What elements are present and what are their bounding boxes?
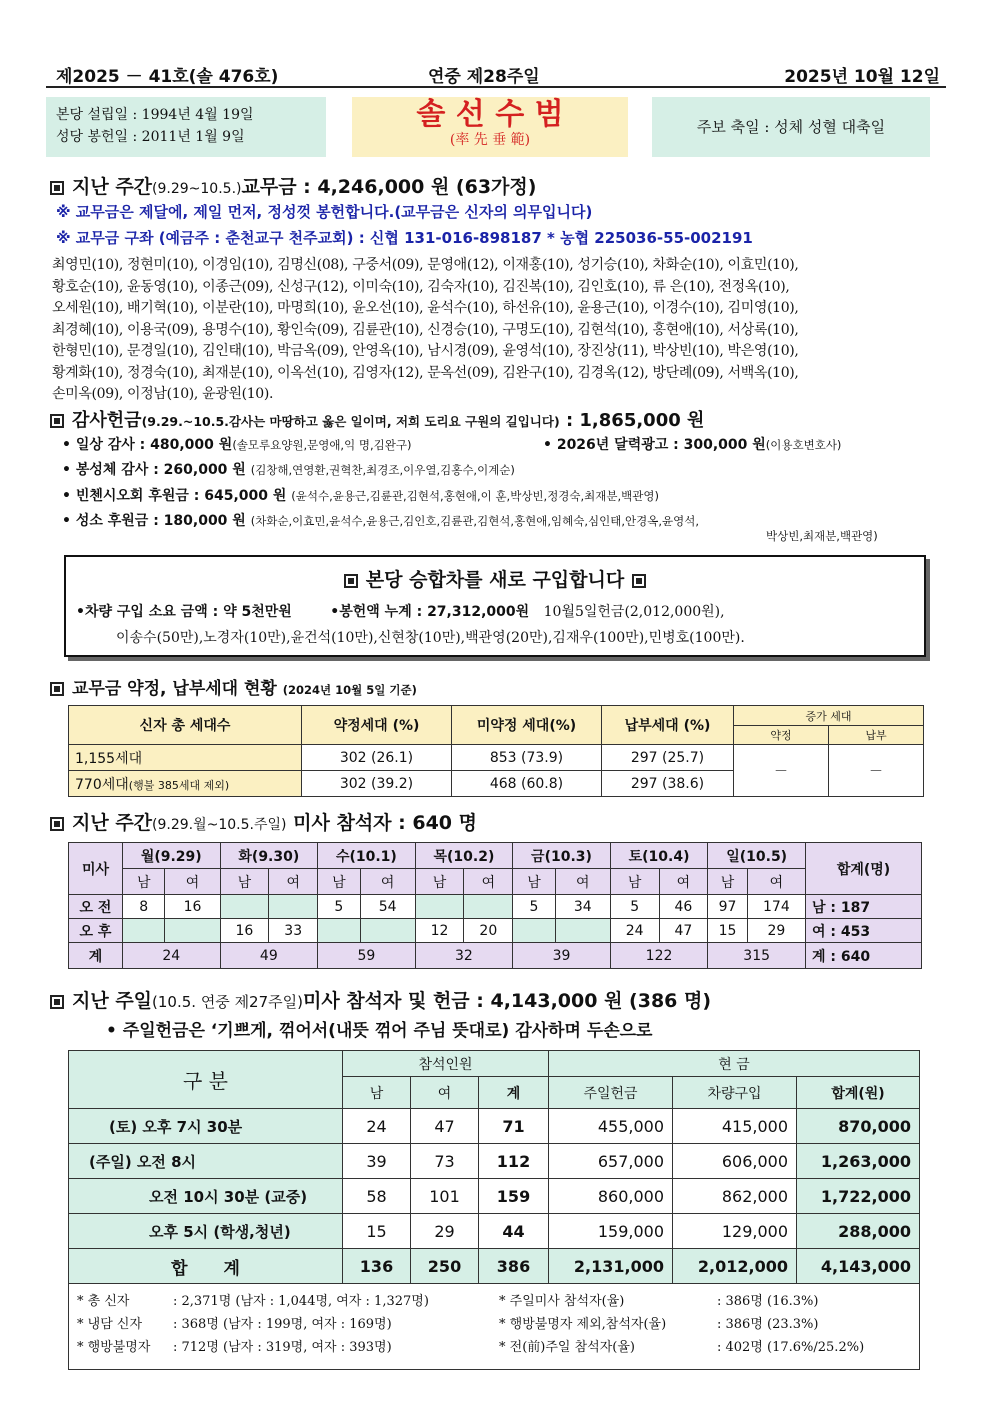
bulletin-header [46, 60, 946, 88]
section-bullet-icon [50, 181, 64, 195]
list-item: 최경혜(10), 이용국(09), 용명수(10), 황인숙(09), 김륜관(10), 신경승(10), 구명도(10), 김현석(10), 홍현애(10), 서상록(10), [52, 321, 799, 338]
list-item: 황계화(10), 정경숙(10), 최재분(10), 이옥선(10), 김영자(12), 문옥선(09), 김완구(10), 김경옥(12), 방단례(09), 서백옥(10), [52, 364, 799, 381]
table-row: 1,155세대 302 (26.1) 853 (73.9) 297 (25.7) － － [69, 745, 924, 771]
section-bullet-icon [50, 682, 64, 696]
patron-feast-box: 주보 축일 : 성체 성혈 대축일 [652, 97, 930, 157]
parish-info-box [46, 97, 326, 157]
motto-box [352, 97, 628, 157]
dedicated-date: 성당 봉헌일 : 2011년 1월 9일 [56, 129, 245, 145]
thanks-item-vincent: • 빈첸시오회 후원금 : 645,000 원 (윤석수,윤용근,김륜관,김현석,홍현애,이 훈,박상빈,정경숙,최재분,백관영) [62, 488, 659, 504]
issue-number: 제2025 － 41호(솔 476호) [56, 67, 279, 87]
list-item: 한형민(10), 문경일(10), 김인태(10), 박금옥(09), 안영옥(10), 남시경(09), 윤영석(10), 장진상(11), 박상빈(10), 박은영(10), [52, 343, 799, 359]
pledge-heading: 교무금 약정, 납부세대 현황 (2024년 10월 5일 기준) [50, 674, 417, 699]
table-row: 오 전 8 16 5 54 5 34 5 46 97 174 남 : 187 [69, 895, 922, 919]
table-row: 오후 5시 (학생,청년) 15 29 44 159,000 129,000 288,000 [69, 1214, 920, 1249]
membership-stats [68, 1284, 920, 1370]
thanks-item-calendar-ad: • 2026년 달력광고 : 300,000 원(이용호변호사) [543, 437, 842, 453]
thanks-item-vocation: • 성소 후원금 : 180,000 원 (차화순,이효민,윤석수,윤용근,김인호,김륜관,김현석,홍현애,임혜숙,심인태,안경옥,윤영석, [62, 513, 699, 529]
table-row: 합 계 136 250 386 2,131,000 2,012,000 4,143,000 [69, 1249, 920, 1284]
thanks-item-communion: • 봉성체 감사 : 260,000 원 (김창해,연영환,권혁찬,최경조,이우열,김홍수,이계순) [62, 462, 515, 478]
mass-attendance-table: 미사 월(9.29) 화(9.30) 수(10.1) 목(10.2) 금(10.3) 토(10.4) 일(10.5) 합계(명) 남 여 남 여 남 여 남 여 남 여 남 여 남 여 오 전 8 16 5 54 5 34 5 46 97 174 남 : 187 오 후 16 33 12 20 24 47 15 29 여 : 453 계 24 49 59 32 39 122 315 계 : 640 [68, 842, 922, 969]
bulletin-date: 2025년 10월 12일 [784, 67, 940, 87]
section-bullet-icon [50, 414, 64, 428]
car-purchase-title: 본당 승합차를 새로 구입합니다 [66, 565, 924, 592]
tithe-heading: 지난 주간(9.29~10.5.)교무금 : 4,246,000 원 (63가정) [50, 172, 536, 199]
tithe-names-list [52, 255, 799, 406]
table-row: 오 후 16 33 12 20 24 47 15 29 여 : 453 [69, 919, 922, 943]
car-purchase-box [64, 555, 926, 657]
motto-hanja: (率 先 垂 範) [449, 132, 531, 148]
thanks-item-daily: • 일상 감사 : 480,000 원(솔모루요양원,문영애,익 명,김완구) [62, 437, 412, 453]
section-bullet-icon [50, 817, 64, 831]
motto-title: 솔 선 수 범 [416, 97, 564, 132]
list-item: * 냉담 신자 : 368명 (남자 : 199명, 여자 : 169명) * 행방불명자 제외,참석자(율) : 386명 (23.3%) [77, 1317, 819, 1332]
table-row: 계 24 49 59 32 39 122 315 계 : 640 [69, 943, 922, 969]
car-purchase-line: •차량 구입 소요 금액 : 약 5천만원 •봉헌액 누계 : 27,312,000원 10월5일헌금(2,012,000원), [76, 604, 725, 620]
list-item: 손미옥(09), 이정남(10), 윤광원(10). [52, 386, 274, 402]
list-item: * 행방불명자 : 712명 (남자 : 319명, 여자 : 393명) * 전(前)주일 참석자(율) : 402명 (17.6%/25.2%) [77, 1340, 865, 1355]
founded-date: 본당 설립일 : 1994년 4월 19일 [56, 107, 254, 123]
list-item: 최영민(10), 정현미(10), 이경임(10), 김명신(08), 구중서(09), 문영애(12), 이재홍(10), 성기승(10), 차화순(10), 이효민(10), [52, 257, 799, 273]
section-bullet-icon [50, 995, 64, 1009]
car-donors-line: 이송수(50만),노경자(10만),윤건석(10만),신현창(10만),백관영(20만),김재우(100만),민병호(100만). [116, 630, 745, 646]
pledge-table: 신자 총 세대수 약정세대 (%) 미약정 세대(%) 납부세대 (%) 증가 세대 약정 납부 1,155세대 302 (26.1) 853 (73.9) 297 (25.7) － － 770세대(행불 385세대 제외) 302 (39.2) 468 (60.8) 297 (38.6) [68, 705, 924, 797]
table-row: 770세대(행불 385세대 제외) 302 (39.2) 468 (60.8) 297 (38.6) [69, 771, 924, 797]
mass-heading: 지난 주간(9.29.월~10.5.주일) 미사 참석자 : 640 명 [50, 808, 477, 835]
sunday-offering-table: 구 분 참석인원 현 금 남 여 계 주일헌금 차량구입 합계(원) (토) 오후 7시 30분 24 47 71 455,000 415,000 870,000 (주일) 오전 8시 39 73 112 657,000 606,000 1,263,000 오전 10시 30분 (교중) 58 101 159 860,000 862,000 1,722,000 오후 5시 (학생,청년) 15 29 44 159,000 129,000 288,000 합 계 136 250 386 2,131,000 2,012,000 4,143,000 [68, 1050, 920, 1284]
thanks-heading: 감사헌금(9.29.~10.5.감사는 마땅하고 옳은 일이며, 저희 도리요 구원의 길입니다) : 1,865,000 원 [50, 406, 704, 432]
tithe-note: ※ 교무금은 제달에, 제일 먼저, 정성껏 봉헌합니다.(교무금은 신자의 의무입니다) [56, 203, 593, 221]
table-row: 오전 10시 30분 (교중) 58 101 159 860,000 862,000 1,722,000 [69, 1179, 920, 1214]
section-bullet-icon [632, 574, 646, 588]
thanks-donors-continued: 박상빈,최재분,백관영) [766, 529, 878, 543]
liturgical-week: 연중 제28주일 [428, 67, 540, 87]
list-item: * 총 신자 : 2,371명 (남자 : 1,044명, 여자 : 1,327명) * 주일미사 참석자(율) : 386명 (16.3%) [77, 1294, 819, 1309]
list-item: 오세원(10), 배기혁(10), 이분란(10), 마명희(10), 윤오선(10), 윤석수(10), 하선유(10), 윤용근(10), 이경수(10), 김미영(10), [52, 300, 799, 316]
tithe-account: ※ 교무금 구좌 (예금주 : 춘천교구 천주교회) : 신협 131-016-898187 * 농협 225036-55-002191 [56, 229, 753, 247]
table-row: (토) 오후 7시 30분 24 47 71 455,000 415,000 870,000 [69, 1109, 920, 1144]
section-bullet-icon [344, 574, 358, 588]
sunday-heading: 지난 주일(10.5. 연중 제27주일)미사 참석자 및 헌금 : 4,143,000 원 (386 명) [50, 986, 711, 1013]
list-item: 황호순(10), 윤동영(10), 이종근(09), 신성구(12), 이미숙(10), 김숙자(10), 김진복(10), 김인호(10), 류 은(10), 전정옥(10), [52, 278, 790, 295]
table-row: (주일) 오전 8시 39 73 112 657,000 606,000 1,263,000 [69, 1144, 920, 1179]
sunday-offering-note: • 주일헌금은 ‘기쁘게, 꺾어서(내뜻 꺾어 주님 뜻대로) 감사하며 두손으로 [106, 1021, 653, 1041]
